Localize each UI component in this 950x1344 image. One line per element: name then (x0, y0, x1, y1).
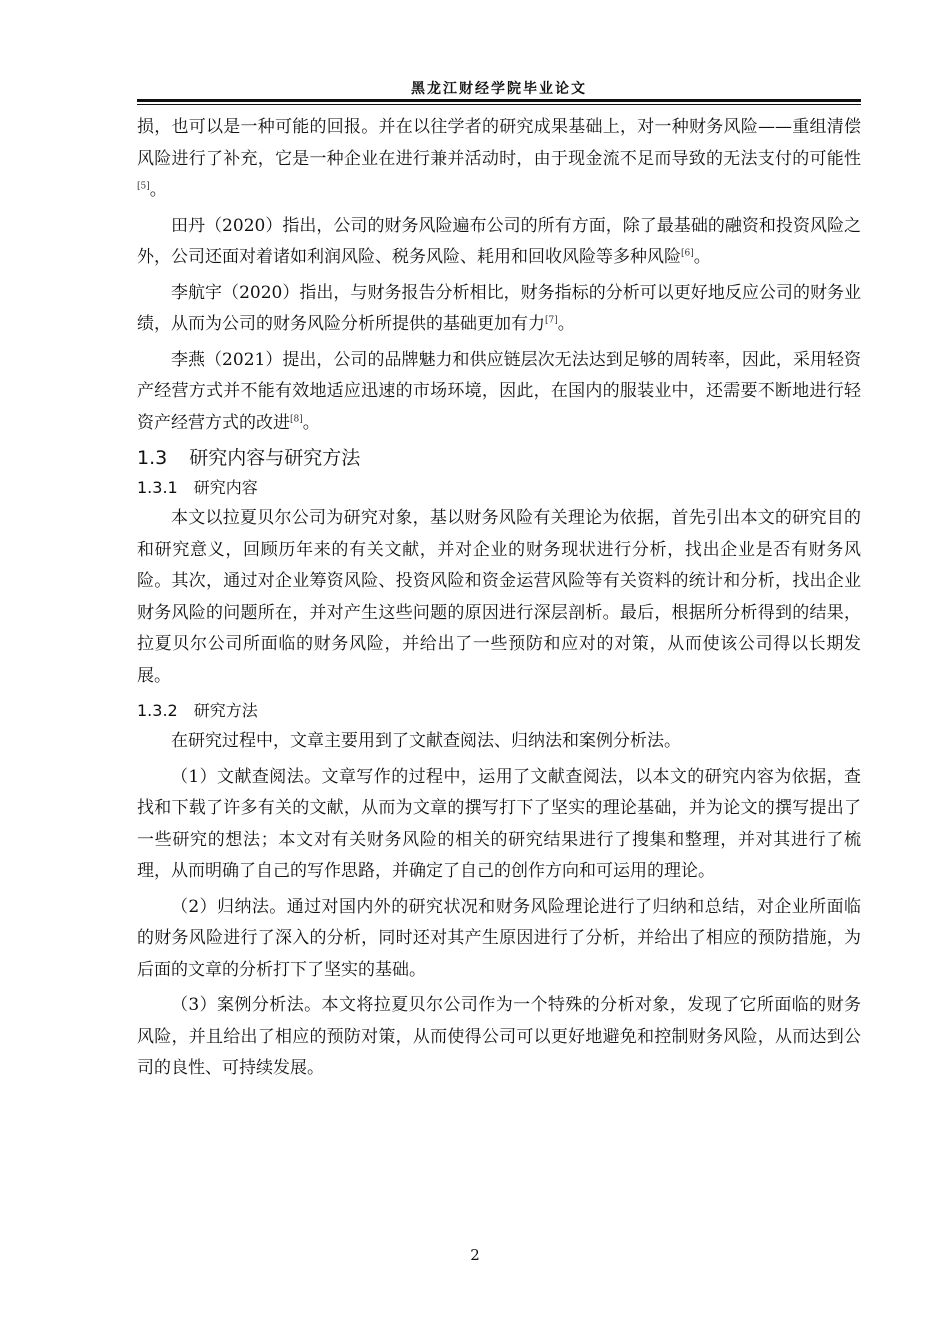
citation-ref: [5] (137, 181, 150, 192)
header-rule-thick (137, 99, 861, 102)
subsection-number: 1.3.1 (137, 478, 178, 497)
subsection-number: 1.3.2 (137, 701, 178, 720)
paragraph: 田丹（2020）指出，公司的财务风险遍布公司的所有方面，除了最基础的融资和投资风险之外，公司还面对着诸如利润风险、税务风险、耗用和回收风险等多种风险[6]。 (137, 215, 861, 267)
paragraph: （3）案例分析法。本文将拉夏贝尔公司作为一个特殊的分析对象，发现了它所面临的财务风险，并且给出了相应的预防对策，从而使得公司可以更好地避免和控制财务风险，从而达到公司的良性、可持续发展。 (137, 995, 861, 1078)
section-title: 研究内容与研究方法 (189, 447, 361, 469)
paragraph: 李航宇（2020）指出，与财务报告分析相比，财务指标的分析可以更好地反应公司的财务业绩，从而为公司的财务风险分析所提供的基础更加有力[7]。 (137, 282, 861, 334)
document-body (137, 112, 861, 1089)
paragraph: 李燕（2021）提出，公司的品牌魅力和供应链层次无法达到足够的周转率，因此，采用轻资产经营方式并不能有效地适应迅速的市场环境，因此，在国内的服装业中，还需要不断地进行轻资产经营方式的改进[8]。 (137, 349, 861, 433)
paragraph: 在研究过程中，文章主要用到了文献查阅法、归纳法和案例分析法。 (171, 731, 681, 751)
paragraph: 损，也可以是一种可能的回报。并在以往学者的研究成果基础上，对一种财务风险——重组清偿风险进行了补充，它是一种企业在进行兼并活动时，由于现金流不足而导致的无法支付的可能性[5]。 (137, 117, 861, 200)
subsection-heading (137, 696, 861, 726)
subsection-title: 研究方法 (193, 701, 258, 720)
paragraph: （2）归纳法。通过对国内外的研究状况和财务风险理论进行了归纳和总结，对企业所面临的财务风险进行了深入的分析，同时还对其产生原因进行了分析，并给出了相应的预防措施，为后面的文章的分析打下了坚实的基础。 (137, 896, 861, 980)
paragraph: 本文以拉夏贝尔公司为研究对象，基以财务风险有关理论为依据，首先引出本文的研究目的和研究意义，回顾历年来的有关文献，并对企业的财务现状进行分析，找出企业是否有财务风险。其次，通过对企业筹资风险、投资风险和资金运营风险等有关资料的统计和分析，找出企业财务风险的问题所在，并对产生这些问题的原因进行深层剖析。最后，根据所分析得到的结果，拉夏贝尔公司所面临的财务风险，并给出了一些预防和应对的对策，从而使该公司得以长期发展。 (137, 508, 861, 686)
section-number: 1.3 (137, 447, 168, 469)
subsection-heading (137, 473, 861, 503)
citation-ref: [7] (545, 315, 558, 326)
citation-ref: [6] (681, 248, 694, 259)
page-number: 2 (470, 1246, 480, 1264)
running-header: 黑龙江财经学院毕业论文 (411, 81, 587, 97)
section-heading (137, 443, 861, 473)
citation-ref: [8] (290, 413, 303, 424)
subsection-title: 研究内容 (193, 478, 258, 497)
paragraph: （1）文献查阅法。文章写作的过程中，运用了文献查阅法，以本文的研究内容为依据，查找和下载了许多有关的文献，从而为文章的撰写打下了坚实的理论基础，并为论文的撰写提出了一些研究的想法；本文对有关财务风险的相关的研究结果进行了搜集和整理，并对其进行了梳理，从而明确了自己的写作思路，并确定了自己的创作方向和可运用的理论。 (137, 766, 861, 881)
header-rule-thin (137, 104, 861, 105)
